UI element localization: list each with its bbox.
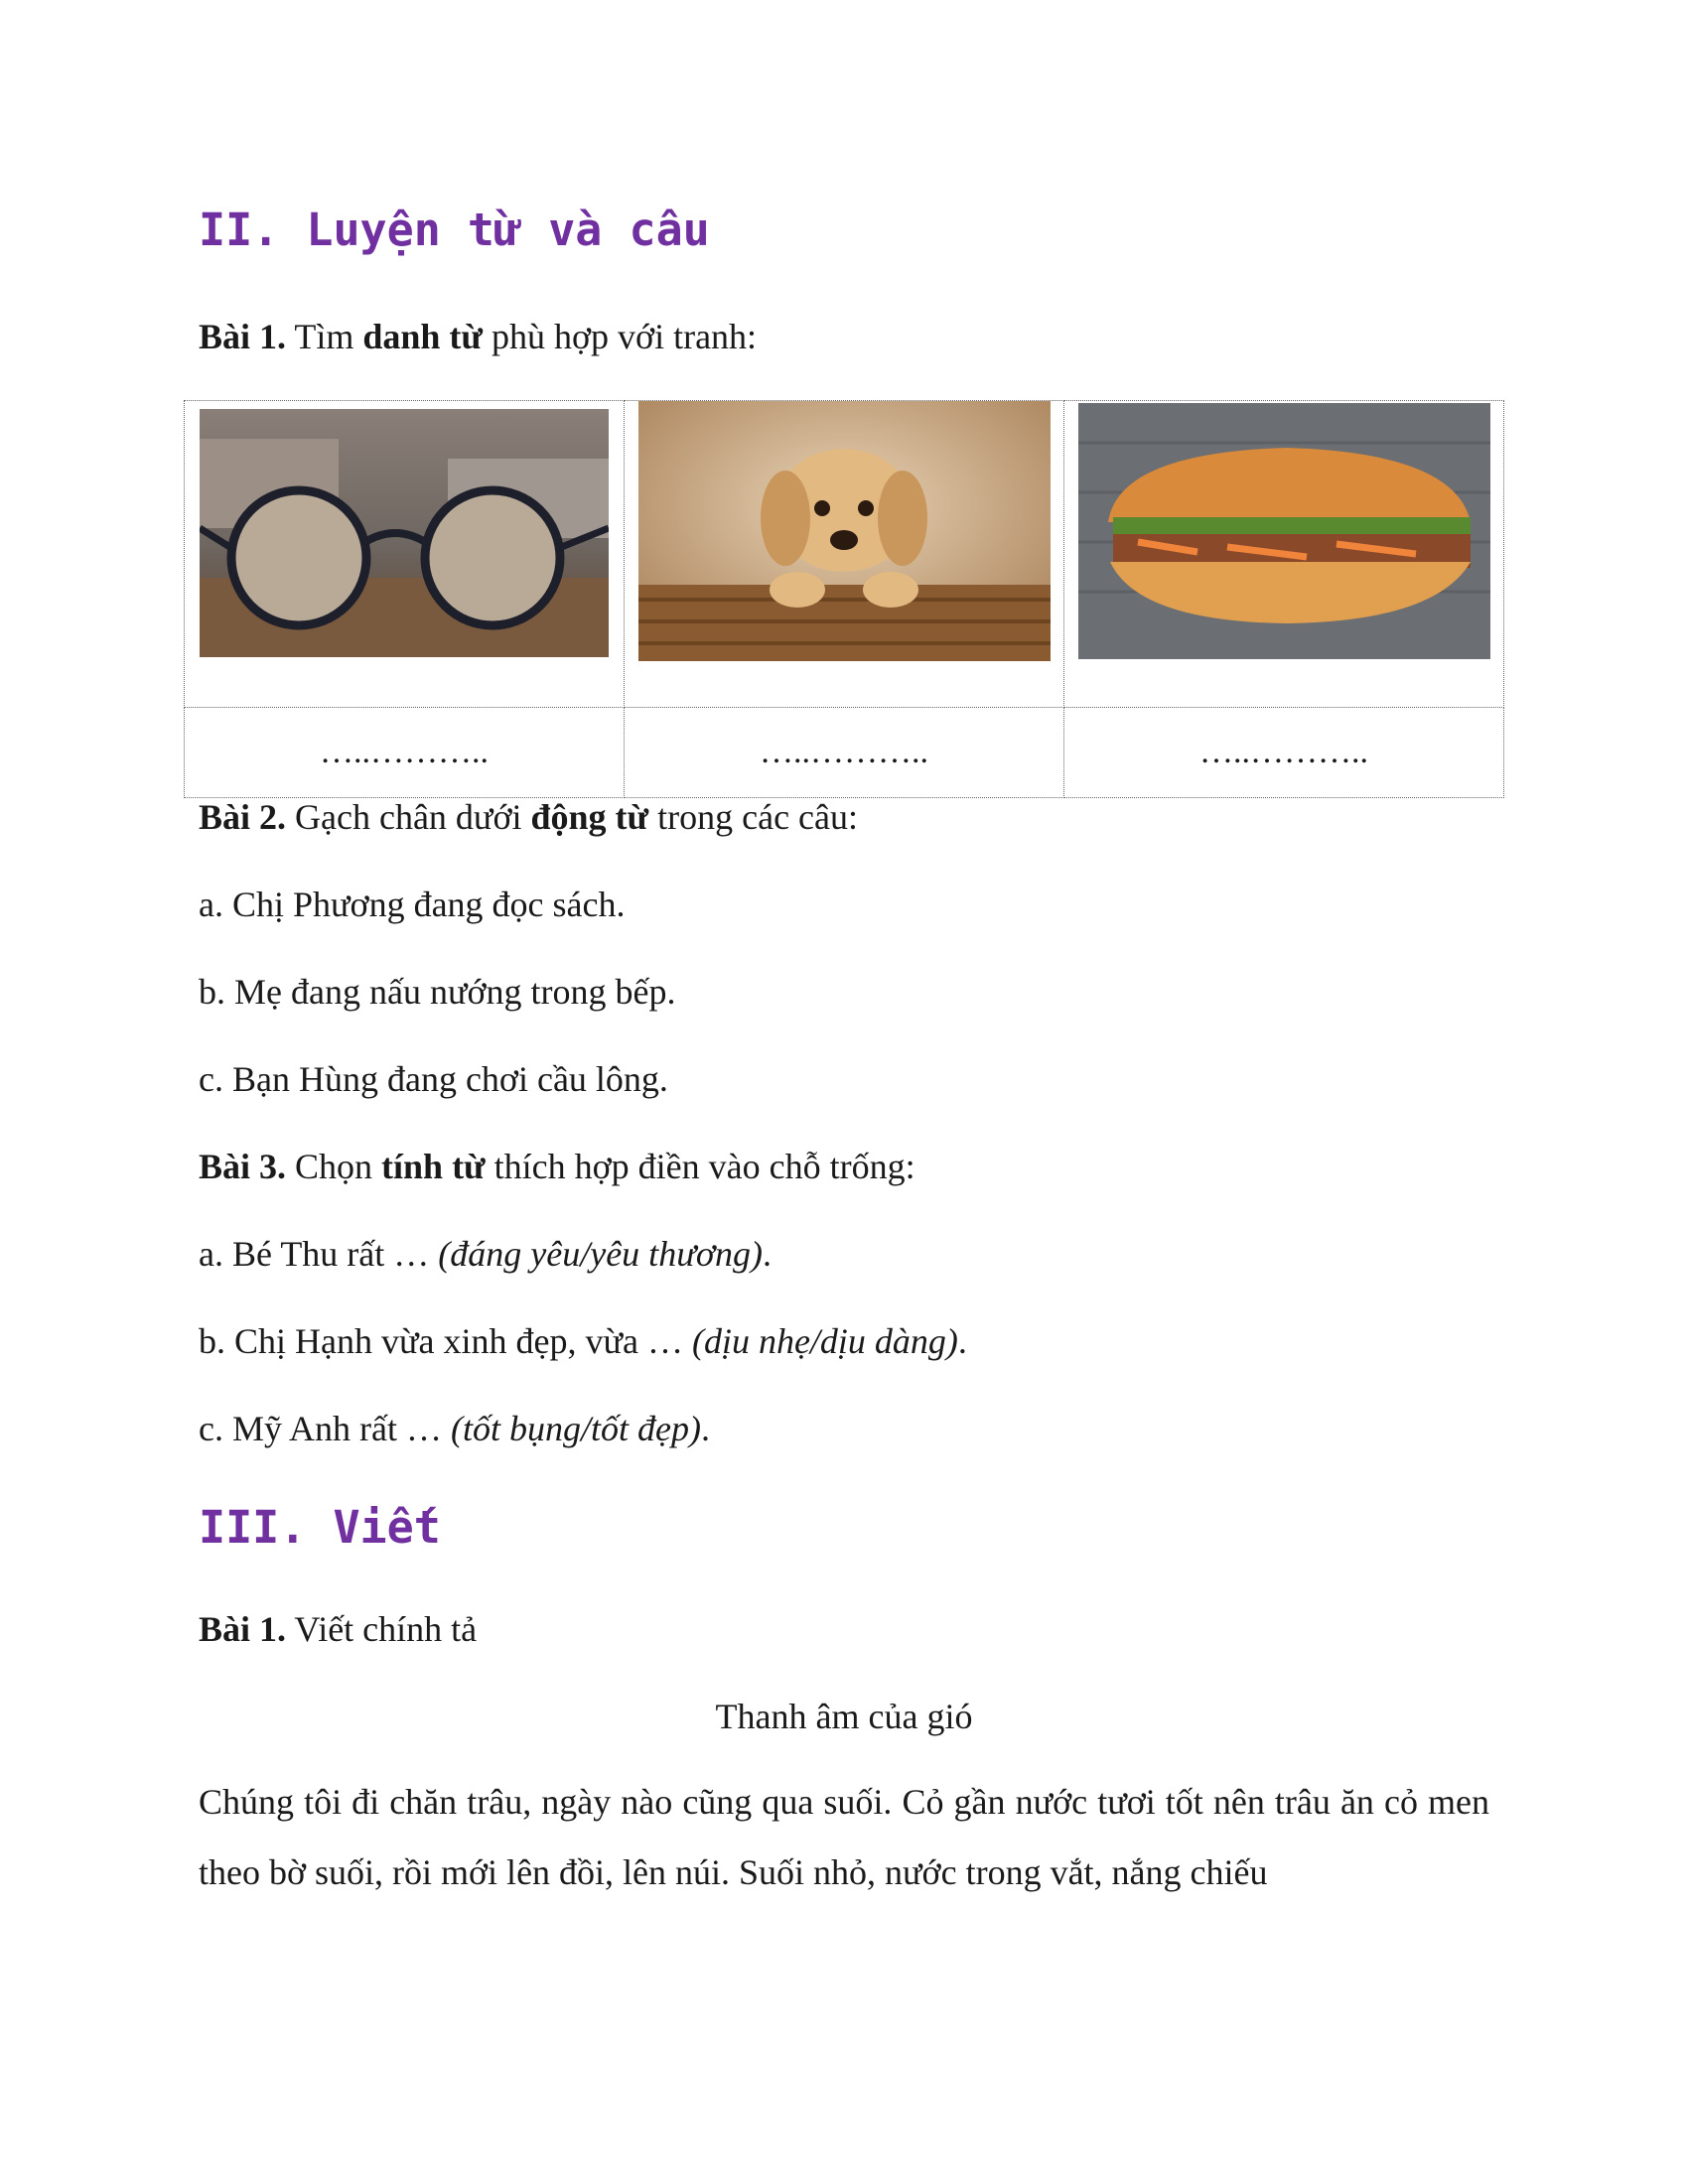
bai3-keyword: tính từ (381, 1147, 486, 1186)
bai3-item-a-end: . (763, 1234, 773, 1274)
bai2-instruction (199, 796, 858, 838)
bai3-post: thích hợp điền vào chỗ trống: (485, 1147, 915, 1186)
bai3-item-a (199, 1233, 772, 1275)
bai3-item-b-text: b. Chị Hạnh vừa xinh đẹp, vừa … (199, 1321, 692, 1361)
bai1-post: phù hợp với tranh: (483, 317, 758, 356)
bai2-post: trong các câu: (648, 797, 859, 837)
bai1-pre: Tìm (286, 317, 363, 356)
bai3-item-c-text: c. Mỹ Anh rất … (199, 1409, 451, 1448)
eyeglasses-photo (200, 409, 609, 657)
bai2-item-b: b. Mẹ đang nấu nướng trong bếp. (199, 972, 676, 1012)
bai3-item-b (199, 1320, 967, 1362)
picture-cell-sandwich (1064, 401, 1504, 708)
bai2-keyword: động từ (530, 797, 649, 837)
bai3-item-a-text: a. Bé Thu rất … (199, 1234, 439, 1274)
banh-mi-sandwich-photo (1078, 403, 1490, 659)
bai1-instruction (199, 316, 757, 357)
bai2-item-a: a. Chị Phương đang đọc sách. (199, 885, 626, 924)
viet-bai1-instruction (199, 1608, 477, 1650)
bai3-instruction (199, 1146, 915, 1187)
bai2-item-c: c. Bạn Hùng đang chơi cầu lông. (199, 1059, 668, 1099)
bai3-item-c-hint: (tốt bụng/tốt đẹp) (450, 1409, 701, 1448)
answer-blank-1[interactable]: …..……….. (185, 708, 625, 798)
bai3-item-c (199, 1408, 710, 1449)
section-heading-viet: III. Viết (199, 1501, 441, 1554)
bai2-pre: Gạch chân dưới (286, 797, 531, 837)
section-heading-luyen-tu-va-cau: II. Luyện từ và câu (199, 204, 710, 256)
story-title: Thanh âm của gió (715, 1697, 973, 1736)
story-text: Chúng tôi đi chăn trâu, ngày nào cũng qua suối. Cỏ gần nước tươi tốt nên trâu ăn cỏ men theo bờ suối, rồi mới lên đồi, lên núi. Suối nhỏ, nước trong vắt, nắng chiếu (199, 1782, 1489, 1892)
bai3-label: Bài 3. (199, 1147, 287, 1186)
puppy-photo (638, 401, 1051, 661)
picture-cell-puppy (625, 401, 1064, 708)
bai3-item-c-end: . (700, 1409, 710, 1448)
bai1-keyword: danh từ (362, 317, 484, 356)
picture-cell-glasses (185, 401, 625, 708)
answer-blank-2[interactable]: …..……….. (625, 708, 1064, 798)
viet-bai1-post: Viết chính tả (286, 1609, 478, 1649)
bai1-label: Bài 1. (199, 317, 287, 356)
bai3-item-b-hint: (dịu nhẹ/dịu dàng) (691, 1321, 958, 1361)
picture-table (184, 400, 1504, 798)
bai3-item-b-end: . (957, 1321, 967, 1361)
bai3-item-a-hint: (đáng yêu/yêu thương) (438, 1234, 764, 1274)
answer-blank-3[interactable]: …..……….. (1064, 708, 1504, 798)
bai3-pre: Chọn (286, 1147, 382, 1186)
bai2-label: Bài 2. (199, 797, 287, 837)
viet-bai1-label: Bài 1. (199, 1609, 287, 1649)
